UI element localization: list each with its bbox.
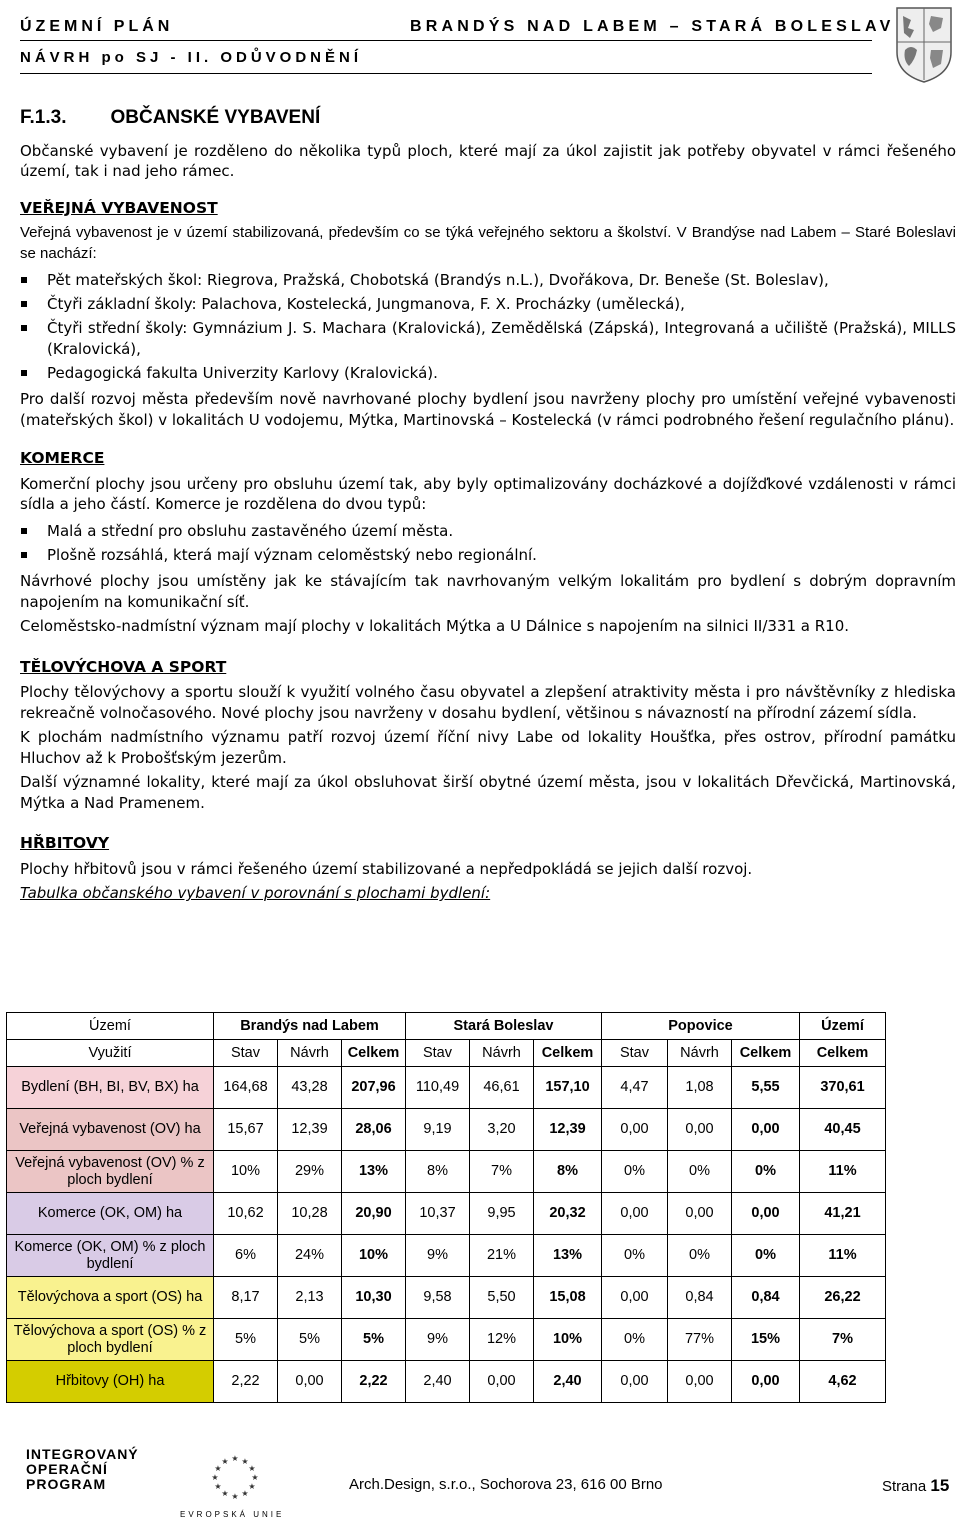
table-cell: 9,58 xyxy=(406,1277,470,1319)
logo-line: PROGRAM xyxy=(26,1476,107,1492)
facilities-table xyxy=(6,1012,886,1403)
table-cell: 2,13 xyxy=(278,1277,342,1319)
header-cell: Celkem xyxy=(534,1040,602,1067)
table-cell: 10,62 xyxy=(214,1193,278,1235)
row-label: Komerce (OK, OM) % z ploch bydlení xyxy=(7,1235,214,1277)
table-cell: 5% xyxy=(214,1319,278,1361)
header-cell: Celkem xyxy=(342,1040,406,1067)
table-cell: 2,22 xyxy=(342,1361,406,1403)
hrbitovy-paragraph: Plochy hřbitovů jsou v rámci řešeného území stabilizované a nepředpokládá se jejich další rozvoj. xyxy=(20,859,753,878)
table-cell: 9% xyxy=(406,1319,470,1361)
header-divider-bottom xyxy=(20,73,872,74)
header-cell: Návrh xyxy=(278,1040,342,1067)
table-cell: 10,37 xyxy=(406,1193,470,1235)
row-label: Tělovýchova a sport (OS) % z ploch bydlení xyxy=(7,1319,214,1361)
table-cell: 157,10 xyxy=(534,1067,602,1109)
header-cell: Návrh xyxy=(668,1040,732,1067)
header-cell: Celkem xyxy=(800,1040,886,1067)
table-cell: 10,28 xyxy=(278,1193,342,1235)
hrbitovy-heading: HŘBITOVY xyxy=(20,834,110,852)
table-row xyxy=(7,1319,886,1361)
table-cell: 0% xyxy=(602,1235,668,1277)
page-number-value: 15 xyxy=(930,1476,950,1495)
table-cell: 10,30 xyxy=(342,1277,406,1319)
iop-logo xyxy=(26,1447,139,1492)
table-cell: 0,00 xyxy=(732,1193,800,1235)
header-divider xyxy=(20,40,872,41)
table-cell: 0,00 xyxy=(470,1361,534,1403)
table-row xyxy=(7,1193,886,1235)
row-label: Tělovýchova a sport (OS) ha xyxy=(7,1277,214,1319)
table-cell: 2,22 xyxy=(214,1361,278,1403)
header-cell: Stav xyxy=(602,1040,668,1067)
table-cell: 0,00 xyxy=(732,1361,800,1403)
verejna-paragraph-1: Veřejná vybavenost je v území stabilizovaná, především co se týká veřejného sektoru a školství. V Brandýse nad Labem – Staré Boleslavi se nachází: xyxy=(20,224,956,262)
table-cell: 9,95 xyxy=(470,1193,534,1235)
header-cell: Území xyxy=(800,1013,886,1040)
table-row xyxy=(7,1151,886,1193)
table-cell: 21% xyxy=(470,1235,534,1277)
svg-text:★: ★ xyxy=(248,1464,256,1473)
table-cell: 7% xyxy=(470,1151,534,1193)
header-cell: Návrh xyxy=(470,1040,534,1067)
document-body xyxy=(20,108,956,904)
table-cell: 207,96 xyxy=(342,1067,406,1109)
table-cell: 4,62 xyxy=(800,1361,886,1403)
table-cell: 8% xyxy=(406,1151,470,1193)
komerce-heading: KOMERCE xyxy=(20,449,105,467)
table-cell: 0,00 xyxy=(668,1109,732,1151)
svg-text:★: ★ xyxy=(221,1489,229,1498)
table-cell: 28,06 xyxy=(342,1109,406,1151)
table-cell: 5,50 xyxy=(470,1277,534,1319)
table-cell: 15,67 xyxy=(214,1109,278,1151)
table-cell: 13% xyxy=(534,1235,602,1277)
table-cell: 11% xyxy=(800,1235,886,1277)
table-subheader-row xyxy=(7,1040,886,1067)
komerce-list xyxy=(20,521,956,566)
header-cell: Stav xyxy=(406,1040,470,1067)
header-cell: Stará Boleslav xyxy=(406,1013,602,1040)
sport-paragraph-3: Další významné lokality, které mají za úkol obsluhovat širší obytné území města, jsou v lokalitách Dřevčická, Martinovská, Mýtka a Nad Pramenem. xyxy=(20,773,956,812)
table-cell: 0% xyxy=(732,1235,800,1277)
table-row xyxy=(7,1109,886,1151)
table-cell: 5% xyxy=(278,1319,342,1361)
page-label: Strana xyxy=(882,1478,927,1495)
table-cell: 0,00 xyxy=(602,1277,668,1319)
komerce-paragraph-2: Návrhové plochy jsou umístěny jak ke stávajícím tak navrhovaným velkým lokalitám pro bydlení s dobrým dopravním napojením na komunikační síť. xyxy=(20,572,956,611)
table-cell: 0,84 xyxy=(668,1277,732,1319)
table-cell: 8,17 xyxy=(214,1277,278,1319)
verejna-heading: VEŘEJNÁ VYBAVENOST xyxy=(20,198,218,217)
table-cell: 370,61 xyxy=(800,1067,886,1109)
table-cell: 10% xyxy=(342,1235,406,1277)
table-cell: 15,08 xyxy=(534,1277,602,1319)
list-item: Malá a střední pro obsluhu zastavěného území města. xyxy=(20,521,956,542)
row-label: Hřbitovy (OH) ha xyxy=(7,1361,214,1403)
table-cell: 46,61 xyxy=(470,1067,534,1109)
header-plan-title: ÚZEMNÍ PLÁN xyxy=(20,18,174,35)
page-number xyxy=(882,1476,949,1496)
table-cell: 0,00 xyxy=(668,1361,732,1403)
table-cell: 12,39 xyxy=(534,1109,602,1151)
table-row xyxy=(7,1361,886,1403)
table-cell: 0% xyxy=(668,1235,732,1277)
table-cell: 2,40 xyxy=(406,1361,470,1403)
table-row xyxy=(7,1277,886,1319)
header-cell: Využití xyxy=(7,1040,214,1067)
list-item: Pedagogická fakulta Univerzity Karlovy (Kralovická). xyxy=(20,363,956,384)
intro-paragraph: Občanské vybavení je rozděleno do několika typů ploch, které mají za úkol zajistit jak potřeby obyvatel v rámci řešeného území, tak i nad jeho rámec. xyxy=(20,141,956,180)
table-cell: 0,00 xyxy=(602,1361,668,1403)
table-cell: 6% xyxy=(214,1235,278,1277)
header-cell: Brandýs nad Labem xyxy=(214,1013,406,1040)
schools-list xyxy=(20,270,956,383)
table-cell: 0,84 xyxy=(732,1277,800,1319)
table-cell: 24% xyxy=(278,1235,342,1277)
table-cell: 12,39 xyxy=(278,1109,342,1151)
table-cell: 26,22 xyxy=(800,1277,886,1319)
coat-of-arms-icon xyxy=(893,4,955,84)
table-cell: 15% xyxy=(732,1319,800,1361)
table-cell: 0,00 xyxy=(668,1193,732,1235)
list-item: Pět mateřských škol: Riegrova, Pražská, Chobotská (Brandýs n.L.), Dvořákova, Dr. Beneše (St. Boleslav), xyxy=(20,270,956,291)
table-cell: 0,00 xyxy=(732,1109,800,1151)
table-cell: 2,40 xyxy=(534,1361,602,1403)
svg-text:★: ★ xyxy=(231,1454,239,1463)
table-cell: 41,21 xyxy=(800,1193,886,1235)
section-number: F.1.3. xyxy=(20,107,67,128)
svg-text:★: ★ xyxy=(241,1489,249,1498)
list-item: Čtyři základní školy: Palachova, Kostelecká, Jungmanova, F. X. Procházky (umělecká), xyxy=(20,294,956,315)
table-row xyxy=(7,1067,886,1109)
verejna-paragraph-2: Pro další rozvoj města především nově navrhované plochy bydlení jsou navrženy plochy pro umístění veřejné vybavenosti (mateřských škol) v lokalitách U vodojemu, Mýtka, Martinovská – Kostelecká (v rámci podrobného řešení regulačního plánu). xyxy=(20,390,956,429)
header-cell: Celkem xyxy=(732,1040,800,1067)
table-cell: 0,00 xyxy=(278,1361,342,1403)
komerce-paragraph-3: Celoměstsko-nadmístní význam mají plochy v lokalitách Mýtka a U Dálnice s napojením na silnici II/331 a R10. xyxy=(20,617,850,635)
table-cell: 9% xyxy=(406,1235,470,1277)
table-row xyxy=(7,1235,886,1277)
table-cell: 10% xyxy=(534,1319,602,1361)
table-cell: 9,19 xyxy=(406,1109,470,1151)
table-cell: 5,55 xyxy=(732,1067,800,1109)
list-item: Plošně rozsáhlá, která mají význam celoměstský nebo regionální. xyxy=(20,545,956,566)
table-cell: 0% xyxy=(668,1151,732,1193)
table-cell: 0% xyxy=(732,1151,800,1193)
table-caption: Tabulka občanského vybavení v porovnání s plochami bydlení: xyxy=(20,884,491,902)
svg-text:★: ★ xyxy=(231,1492,239,1500)
table-cell: 0% xyxy=(602,1319,668,1361)
table-cell: 20,90 xyxy=(342,1193,406,1235)
table-header-row xyxy=(7,1013,886,1040)
list-item: Čtyři střední školy: Gymnázium J. S. Machara (Kralovická), Zemědělská (Zápská), Integrovaná a učiliště (Pražská), MILLS (Kralovická), xyxy=(20,318,956,359)
svg-text:★: ★ xyxy=(241,1457,249,1466)
header-subtitle: NÁVRH po SJ - II. ODŮVODNĚNÍ xyxy=(20,49,363,66)
firm-address: Arch.Design, s.r.o., Sochorova 23, 616 00 Brno xyxy=(349,1476,663,1493)
eu-label: EVROPSKÁ UNIE xyxy=(180,1510,285,1519)
table-cell: 110,49 xyxy=(406,1067,470,1109)
table-cell: 5% xyxy=(342,1319,406,1361)
eu-stars-icon xyxy=(205,1452,265,1500)
table-cell: 164,68 xyxy=(214,1067,278,1109)
row-label: Bydlení (BH, BI, BV, BX) ha xyxy=(7,1067,214,1109)
logo-line: OPERAČNÍ xyxy=(26,1461,108,1477)
svg-text:★: ★ xyxy=(221,1457,229,1466)
header-cell: Území xyxy=(7,1013,214,1040)
table-cell: 0% xyxy=(602,1151,668,1193)
table-cell: 43,28 xyxy=(278,1067,342,1109)
row-label: Veřejná vybavenost (OV) % z ploch bydlení xyxy=(7,1151,214,1193)
table-cell: 3,20 xyxy=(470,1109,534,1151)
table-cell: 40,45 xyxy=(800,1109,886,1151)
table-cell: 4,47 xyxy=(602,1067,668,1109)
sport-paragraph-2: K plochám nadmístního významu patří rozvoj území říční nivy Labe od lokality Houšťka, přes ostrov, přírodní památku Hluchov až k Probošťským jezerům. xyxy=(20,728,956,767)
svg-text:★: ★ xyxy=(214,1482,222,1491)
table-cell: 8% xyxy=(534,1151,602,1193)
header-town-title: BRANDÝS NAD LABEM – STARÁ BOLESLAV xyxy=(410,18,895,35)
table-cell: 77% xyxy=(668,1319,732,1361)
header-cell: Popovice xyxy=(602,1013,800,1040)
table-cell: 7% xyxy=(800,1319,886,1361)
table-cell: 11% xyxy=(800,1151,886,1193)
section-heading xyxy=(20,108,956,129)
table-cell: 0,00 xyxy=(602,1193,668,1235)
sport-paragraph-1: Plochy tělovýchovy a sportu slouží k využití volného času obyvatel a zlepšení atraktivity města i pro návštěvníky z hlediska rekreačně volnočasového. Nové plochy jsou navrženy v dosahu bydlení, většinou s návazností na přírodní zázemí sídla. xyxy=(20,683,956,722)
table-cell: 29% xyxy=(278,1151,342,1193)
row-label: Komerce (OK, OM) ha xyxy=(7,1193,214,1235)
table-cell: 13% xyxy=(342,1151,406,1193)
table-cell: 20,32 xyxy=(534,1193,602,1235)
svg-text:★: ★ xyxy=(211,1473,219,1482)
sport-heading: TĚLOVÝCHOVA A SPORT xyxy=(20,657,227,676)
header-cell: Stav xyxy=(214,1040,278,1067)
svg-text:★: ★ xyxy=(251,1473,259,1482)
logo-line: INTEGROVANÝ xyxy=(26,1446,139,1462)
table-cell: 10% xyxy=(214,1151,278,1193)
section-title: OBČANSKÉ VYBAVENÍ xyxy=(110,107,321,128)
svg-text:★: ★ xyxy=(248,1482,256,1491)
row-label: Veřejná vybavenost (OV) ha xyxy=(7,1109,214,1151)
table-cell: 1,08 xyxy=(668,1067,732,1109)
svg-text:★: ★ xyxy=(214,1464,222,1473)
table-body xyxy=(7,1067,886,1403)
komerce-paragraph-1: Komerční plochy jsou určeny pro obsluhu území tak, aby byly optimalizovány docházkové a dojížďkové vzdálenosti v rámci sídla a jeho částí. Komerce je rozdělena do dvou typů: xyxy=(20,474,956,513)
table-cell: 0,00 xyxy=(602,1109,668,1151)
table-cell: 12% xyxy=(470,1319,534,1361)
